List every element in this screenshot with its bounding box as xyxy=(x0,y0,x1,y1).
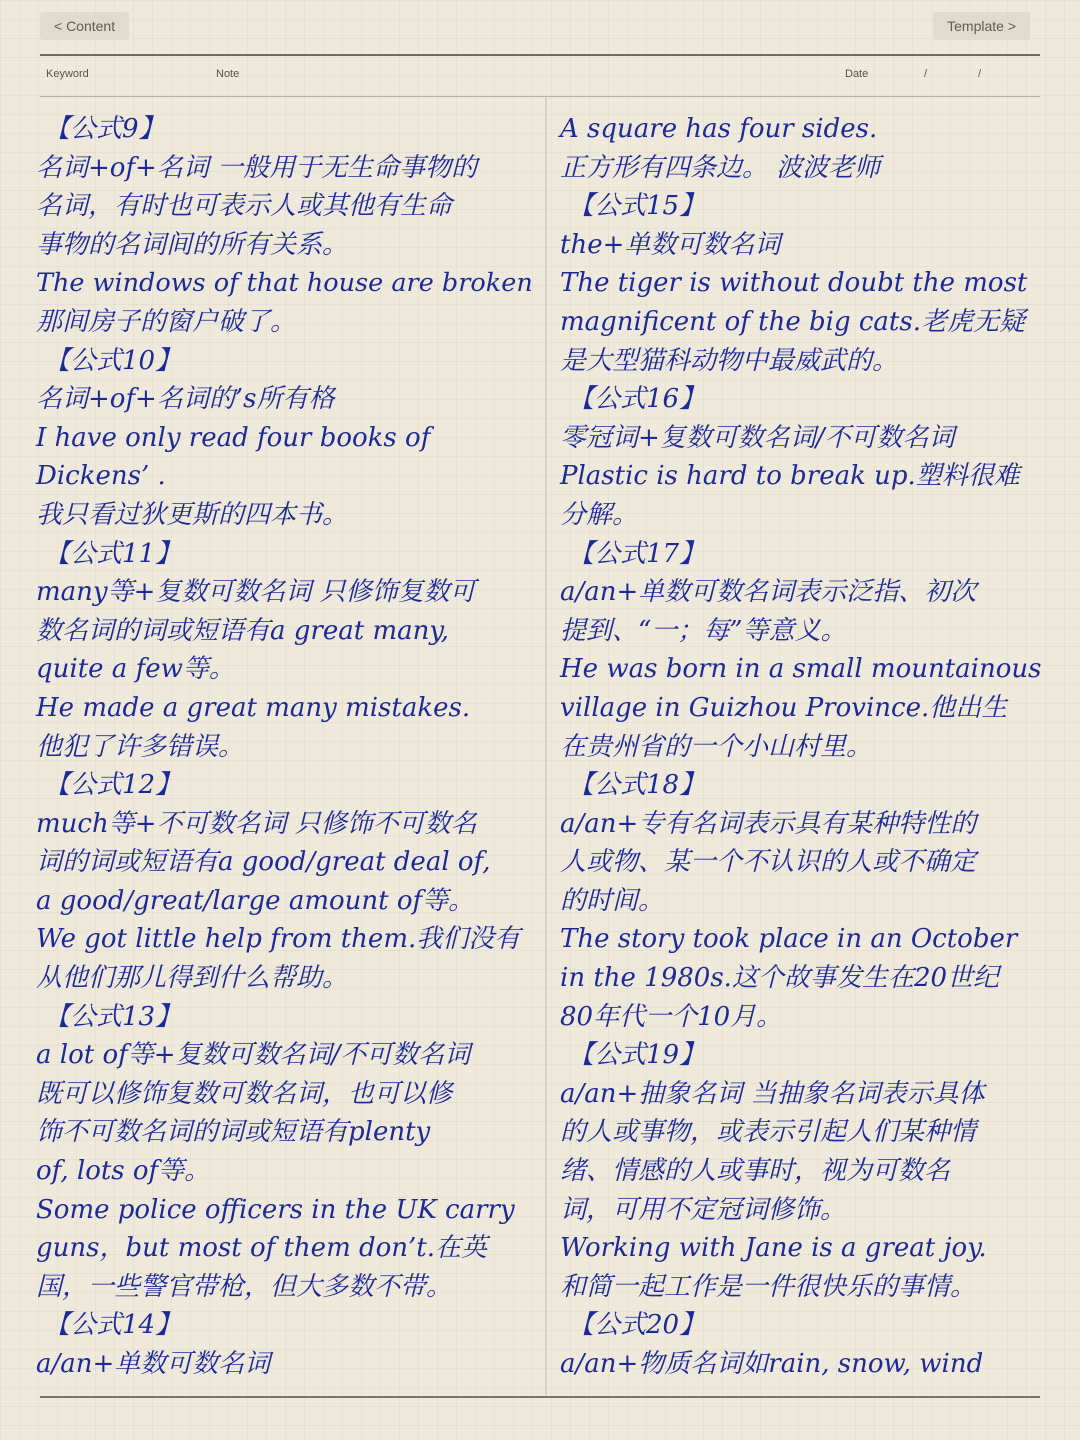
note-line: Dickens’ . xyxy=(36,461,166,492)
note-line: 的人或事物，或表示引起人们某种情 xyxy=(560,1117,977,1148)
note-line: guns，but most of them don’t.在英 xyxy=(36,1233,488,1264)
note-line: He was born in a small mountainous xyxy=(560,654,1042,685)
note-line: 我只看过狄更斯的四本书。 xyxy=(36,499,349,530)
note-line: 是大型猫科动物中最威武的。 xyxy=(560,345,899,376)
formula-heading: 【公式14】 xyxy=(44,1310,182,1341)
note-line: 名词+of+名词 一般用于无生命事物的 xyxy=(36,152,478,183)
keyword-label: Keyword xyxy=(46,68,89,80)
note-line: Working with Jane is a great joy. xyxy=(560,1233,987,1264)
formula-heading: 【公式16】 xyxy=(568,384,706,415)
formula-heading: 【公式19】 xyxy=(568,1040,706,1071)
note-line: in the 1980s.这个故事发生在20世纪 xyxy=(560,963,1000,994)
note-line: 提到、“一；每”等意义。 xyxy=(560,615,847,646)
note-line: a/an+抽象名词 当抽象名词表示具体 xyxy=(560,1078,985,1109)
date-label: Date xyxy=(845,68,869,80)
bottom-rule xyxy=(40,1396,1040,1398)
note-line: Some police officers in the UK carry xyxy=(36,1194,515,1225)
note-line: 他犯了许多错误。 xyxy=(36,731,245,762)
note-line: The tiger is without doubt the most xyxy=(560,268,1028,299)
formula-heading: 【公式11】 xyxy=(44,538,182,569)
note-line: a/an+单数可数名词 xyxy=(36,1349,271,1379)
date-separator-1: / xyxy=(924,68,928,80)
note-line: 国，一些警官带枪，但大多数不带。 xyxy=(36,1271,453,1302)
right-note-column xyxy=(560,110,1050,1384)
formula-heading: 【公式12】 xyxy=(44,770,182,801)
left-note-column xyxy=(36,110,541,1384)
note-line: much等+不可数名词 只修饰不可数名 xyxy=(36,808,477,839)
note-line: We got little help from them.我们没有 xyxy=(36,924,521,955)
note-line: He made a great many mistakes. xyxy=(36,692,471,723)
note-line: a/an+专有名词表示具有某种特性的 xyxy=(560,808,977,839)
note-line: 事物的名词间的所有关系。 xyxy=(36,229,349,260)
note-line: quite a few等。 xyxy=(36,654,235,685)
column-divider xyxy=(545,97,547,1395)
note-line: 名词，有时也可表示人或其他有生命 xyxy=(36,191,453,222)
back-to-content-button[interactable]: < Content xyxy=(40,12,129,40)
note-line: a/an+物质名词如rain, snow, wind xyxy=(560,1349,984,1379)
formula-heading: 【公式20】 xyxy=(568,1310,706,1341)
formula-heading: 【公式17】 xyxy=(568,538,706,569)
note-line: 人或物、某一个不认识的人或不确定 xyxy=(560,847,977,878)
note-line: 饰不可数名词的词或短语有plenty xyxy=(36,1117,431,1148)
template-button[interactable]: Template > xyxy=(933,12,1030,40)
note-line: village in Guizhou Province.他出生 xyxy=(560,692,1008,723)
note-line: 零冠词+复数可数名词/不可数名词 xyxy=(560,422,955,453)
top-rule xyxy=(40,54,1040,56)
note-line: 和简一起工作是一件很快乐的事情。 xyxy=(560,1271,977,1302)
note-line: The story took place in an October xyxy=(560,924,1018,955)
note-line: 从他们那儿得到什么帮助。 xyxy=(36,963,349,994)
note-line: a lot of等+复数可数名词/不可数名词 xyxy=(36,1040,471,1071)
note-line: 名词+of+名词的’s所有格 xyxy=(36,384,335,415)
note-line: 词的词或短语有a good/great deal of, xyxy=(36,847,491,878)
note-line: 80年代一个10月。 xyxy=(560,1001,783,1032)
note-line: 正方形有四条边。 波波老师 xyxy=(560,152,881,183)
note-line: The windows of that house are broken xyxy=(36,268,533,299)
note-line: magnificent of the big cats.老虎无疑 xyxy=(560,306,1025,337)
top-nav xyxy=(40,12,1030,42)
note-line: 词，可用不定冠词修饰。 xyxy=(560,1194,847,1225)
note-line: Plastic is hard to break up.塑料很难 xyxy=(560,461,1020,492)
note-line: the+单数可数名词 xyxy=(560,229,781,260)
formula-heading: 【公式18】 xyxy=(568,770,706,801)
note-line: a/an+单数可数名词表示泛指、初次 xyxy=(560,577,977,608)
formula-heading: 【公式15】 xyxy=(568,191,706,222)
date-separator-2: / xyxy=(978,68,982,80)
note-line: 在贵州省的一个小山村里。 xyxy=(560,731,873,762)
note-line: many等+复数可数名词 只修饰复数可 xyxy=(36,577,476,608)
note-line: 绪、情感的人或事时，视为可数名 xyxy=(560,1156,951,1187)
note-line: 那间房子的窗户破了。 xyxy=(36,306,297,337)
note-line: 既可以修饰复数可数名词，也可以修 xyxy=(36,1078,453,1109)
note-line: I have only read four books of xyxy=(36,422,431,453)
note-label: Note xyxy=(216,68,240,80)
formula-heading: 【公式10】 xyxy=(44,345,182,376)
formula-heading: 【公式9】 xyxy=(44,114,165,144)
note-line: A square has four sides. xyxy=(560,114,878,144)
note-line: 的时间。 xyxy=(560,885,665,916)
header-rule xyxy=(40,96,1040,97)
formula-heading: 【公式13】 xyxy=(44,1001,182,1032)
note-line: of, lots of等。 xyxy=(36,1156,211,1187)
note-line: 数名词的词或短语有a great many, xyxy=(36,615,449,646)
note-line: a good/great/large amount of等。 xyxy=(36,885,475,916)
note-line: 分解。 xyxy=(560,499,639,530)
